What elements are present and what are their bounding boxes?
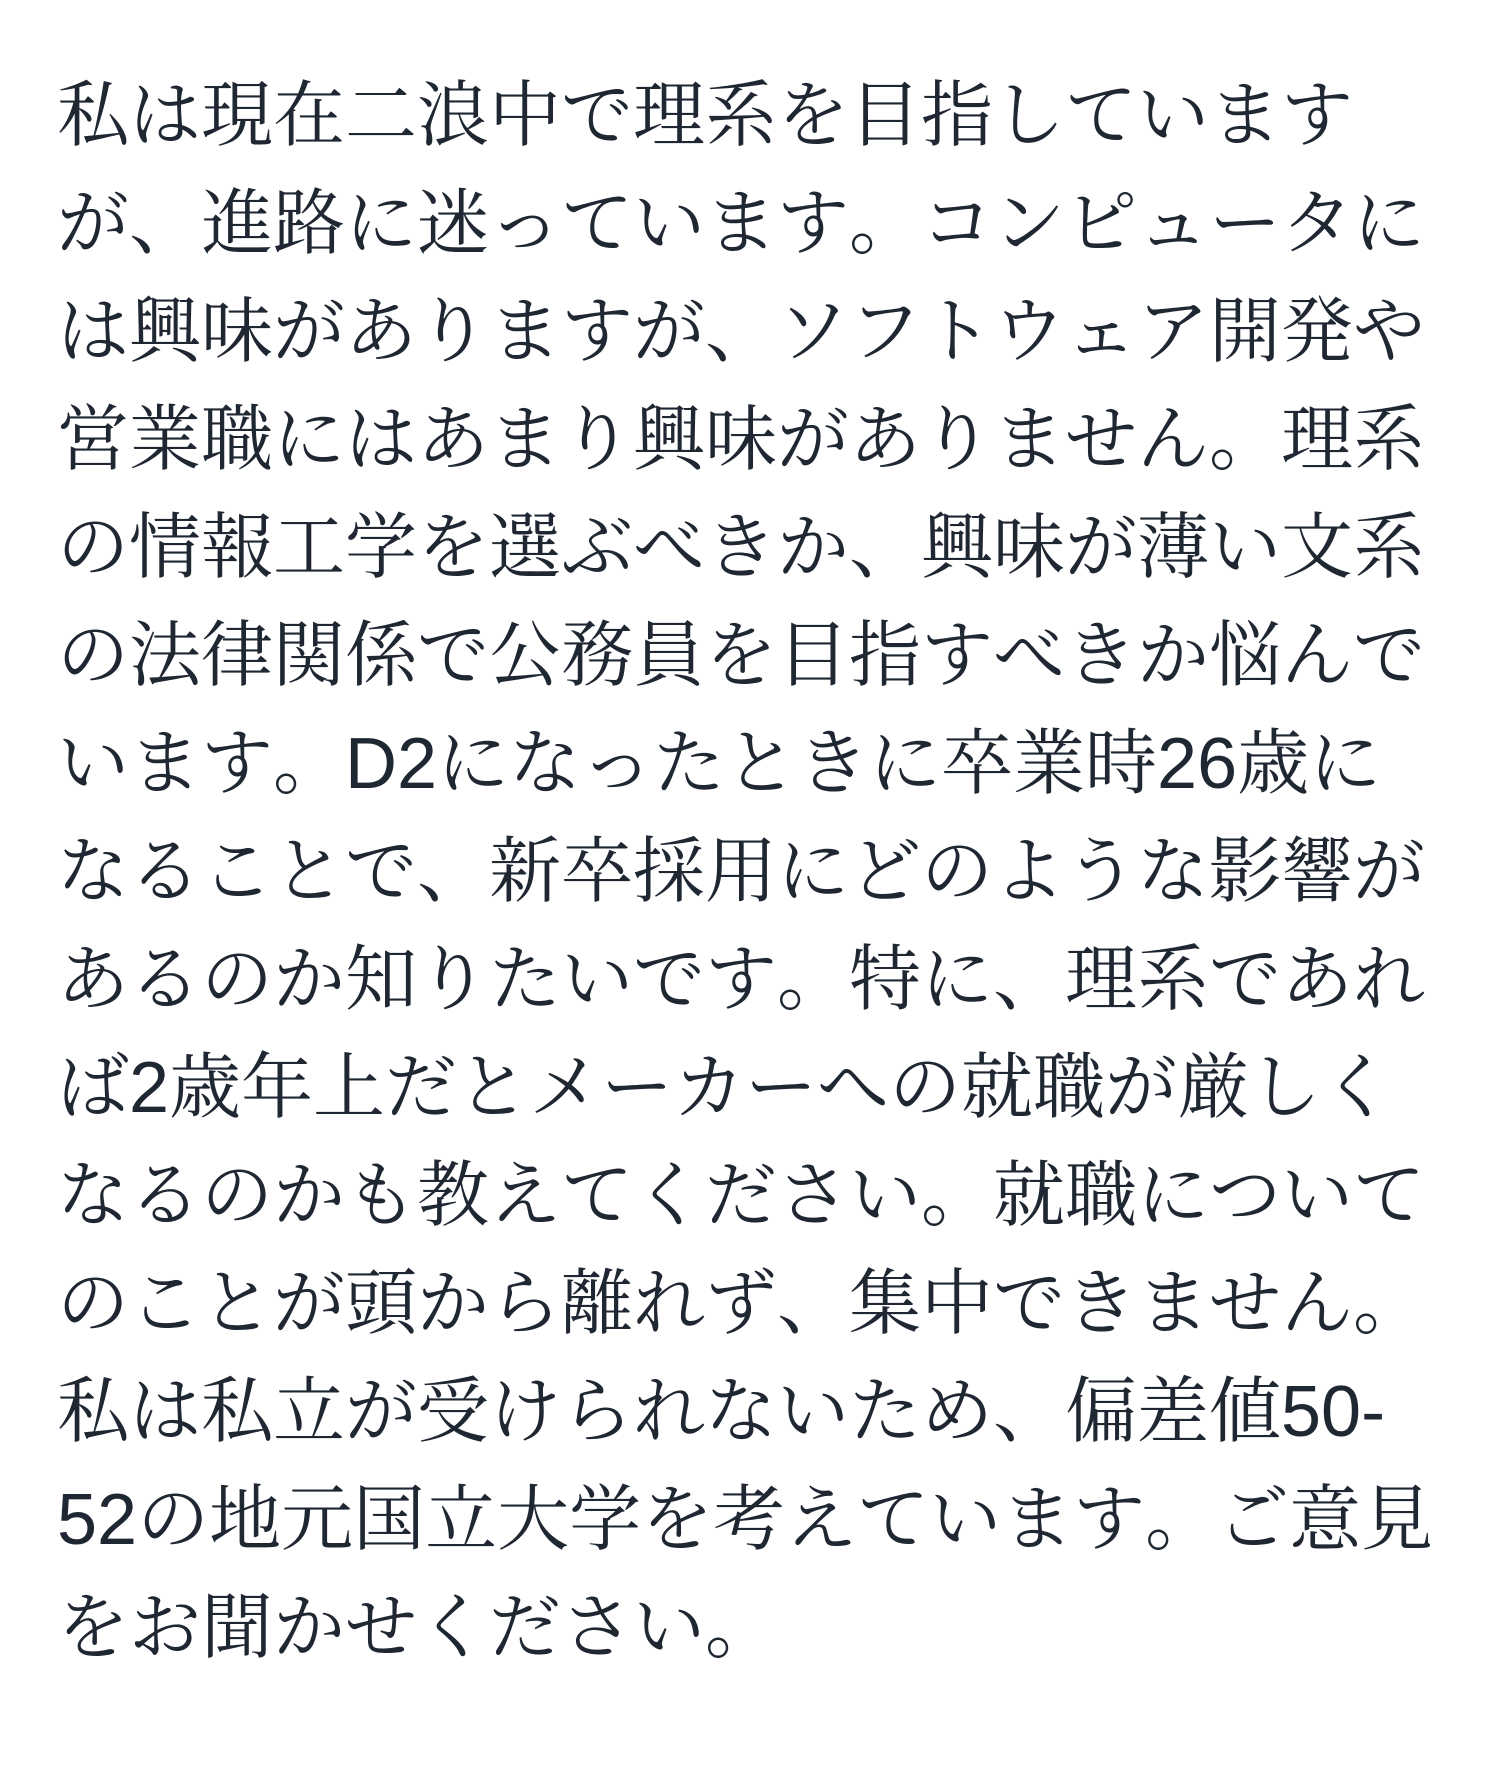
question-paragraph: 私は現在二浪中で理系を目指していますが、進路に迷っています。コンピュータには興味がありますが、ソフトウェア開発や営業職にはあまり興味がありません。理系の情報工学を選ぶべきか、興味が薄い文系の法律関係で公務員を目指すべきか悩んでいます。D2になったときに卒業時26歳になることで、新卒採用にどのような影響があるのか知りたいです。特に、理系であれば2歳年上だとメーカーへの就職が厳しくなるのかも教えてください。就職についてのことが頭から離れず、集中できません。私は私立が受けられないため、偏差値50-52の地元国立大学を考えています。ご意見をお聞かせください。 [57,76,1434,1668]
